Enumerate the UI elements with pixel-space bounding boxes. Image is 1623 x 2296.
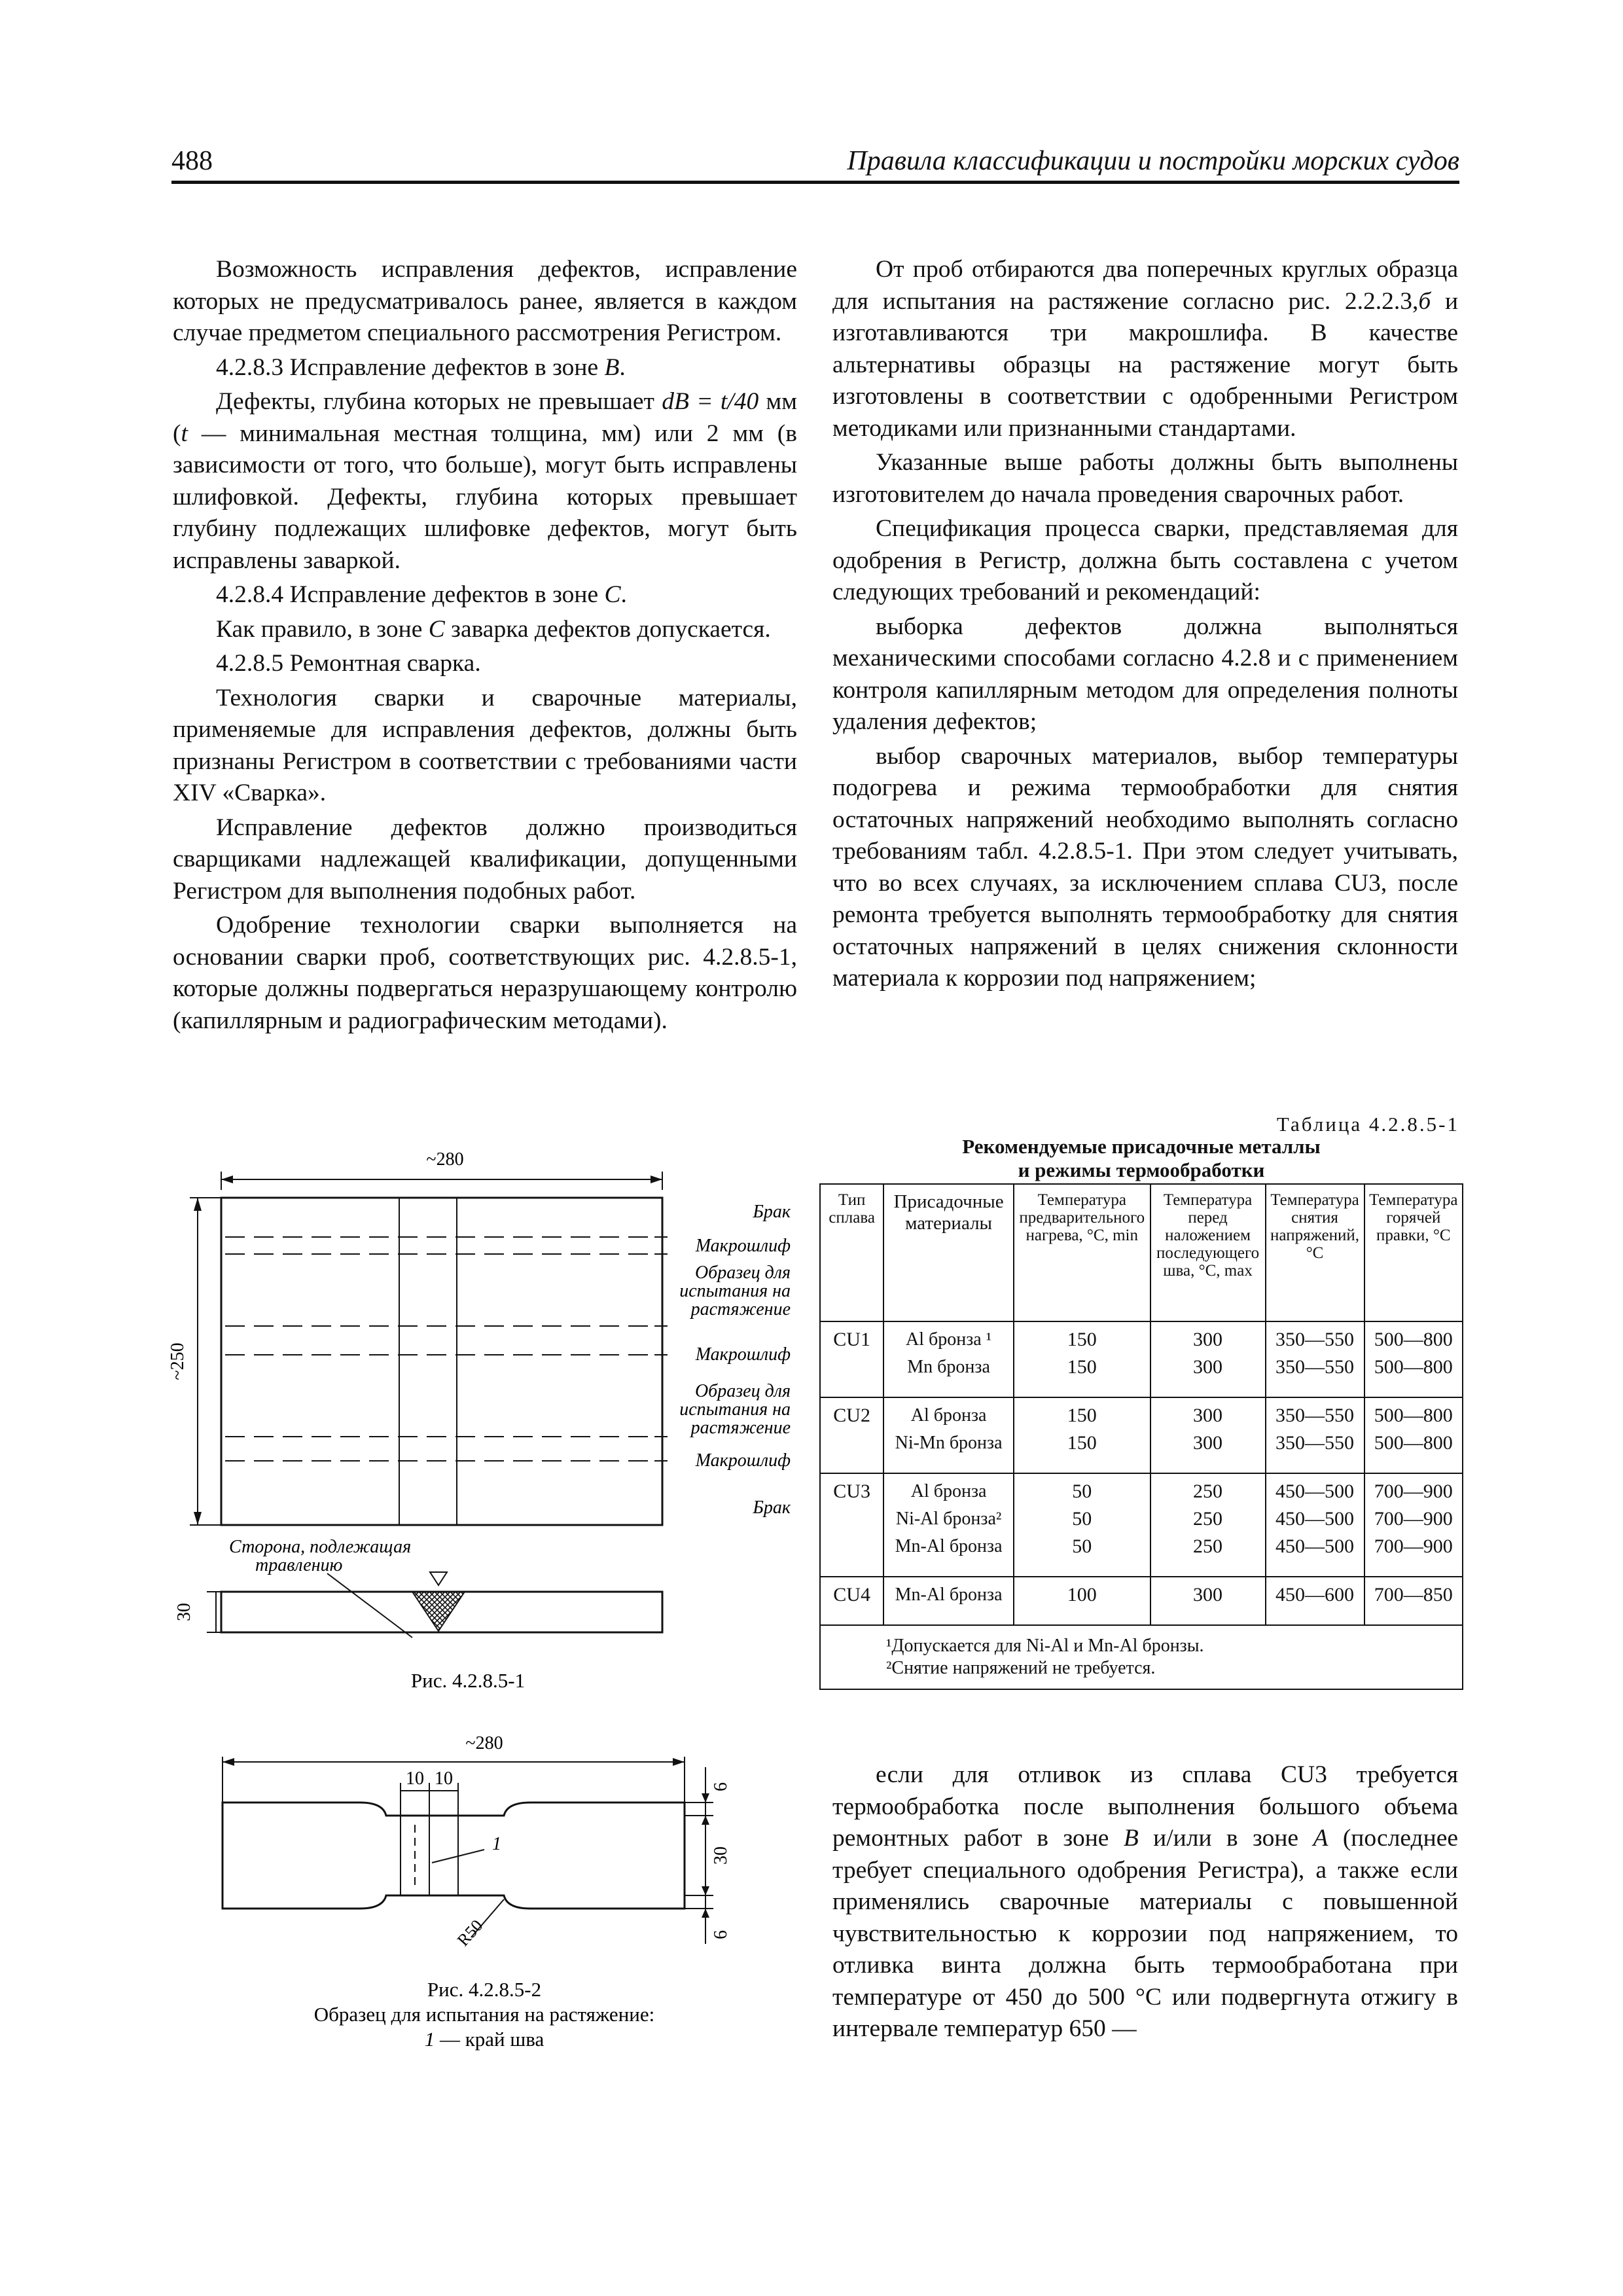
- table-cell: 150: [1014, 1429, 1150, 1457]
- spacer-cell: [1150, 1381, 1266, 1397]
- table-row: [820, 1505, 1463, 1533]
- spacer-cell: [1150, 1457, 1266, 1473]
- table-row: [820, 1577, 1463, 1609]
- col-header: Тип сплава: [820, 1184, 883, 1321]
- filler-material: Al бронза: [883, 1397, 1014, 1429]
- table-cell: 300: [1150, 1354, 1266, 1381]
- table-cell: 700—900: [1364, 1505, 1463, 1533]
- label-specimen: Образец для: [694, 1263, 791, 1283]
- filler-material: Mn-Al бронза: [883, 1577, 1014, 1609]
- paragraph: Возможность исправления дефектов, исправление которых не предусматривалось ранее, является в каждом случае предметом специального рассмотрения Регистром.: [173, 256, 797, 346]
- figure-caption: Рис. 4.2.8.5-1: [410, 1669, 526, 1692]
- figure-caption-line3: 1 — край шва: [424, 2028, 544, 2051]
- paragraph: Исправление дефектов должно производиться сварщиками надлежащей квалификации, допущенными Регистром для выполнения подобных работ.: [173, 814, 797, 905]
- filler-material: Al бронза: [883, 1473, 1014, 1505]
- table-cell: 250: [1150, 1473, 1266, 1505]
- table-cell: 350—550: [1266, 1429, 1364, 1457]
- table-cell: 350—550: [1266, 1354, 1364, 1381]
- spacer-cell: [1266, 1457, 1364, 1473]
- etch-label-2: травлению: [255, 1555, 343, 1575]
- spacer-cell: [883, 1457, 1014, 1473]
- table-cell: 700—850: [1364, 1577, 1463, 1609]
- table-cell: 300: [1150, 1397, 1266, 1429]
- figure-caption: Рис. 4.2.8.5-2: [427, 1978, 542, 2001]
- table-row: [820, 1473, 1463, 1505]
- dim-width: ~280: [426, 1149, 464, 1170]
- table-cell: 250: [1150, 1505, 1266, 1533]
- table-cell: 700—900: [1364, 1473, 1463, 1505]
- left-column: [173, 254, 797, 1039]
- dim-6: 6: [711, 1930, 731, 1939]
- etch-label: Сторона, подлежащая: [229, 1537, 412, 1557]
- table-cell: 500—800: [1364, 1397, 1463, 1429]
- paragraph: Одобрение технологии сварки выполняется на основании сварки проб, соответствующих рис. 4.2.8.5-1, которые должны подвергаться неразрушающему контролю (капиллярным и радиографическим методами).: [173, 912, 797, 1034]
- spacer-cell: [1364, 1560, 1463, 1577]
- table-title: Рекомендуемые присадочные металлы и режимы термообработки: [962, 1135, 1321, 1181]
- table-cell: 150: [1014, 1354, 1150, 1381]
- table-notes: ¹Допускается для Ni-Al и Mn-Al бронзы. ²Снятие напряжений не требуется.: [820, 1625, 1463, 1689]
- table-cell: 50: [1014, 1473, 1150, 1505]
- filler-metals-table: [819, 1183, 1463, 1690]
- table-row: [820, 1429, 1463, 1457]
- filler-material: Mn-Al бронза: [883, 1533, 1014, 1560]
- alloy-type: CU4: [820, 1577, 883, 1625]
- right-column-continued: [832, 1759, 1458, 2048]
- table-row: [820, 1354, 1463, 1381]
- spacer-cell: [1364, 1609, 1463, 1625]
- section-heading: 4.2.8.4 Исправление дефектов в зоне C.: [216, 581, 627, 608]
- radius-label: R50: [453, 1916, 487, 1950]
- spacer-cell: [883, 1381, 1014, 1397]
- spacer-cell: [1150, 1560, 1266, 1577]
- table-cell: 450—600: [1266, 1577, 1364, 1609]
- paragraph: Спецификация процесса сварки, представляемая для одобрения в Регистр, должна быть составлена с учетом следующих требований и рекомендаций:: [832, 515, 1458, 605]
- right-column: [832, 254, 1458, 997]
- paragraph: От проб отбираются два поперечных круглых образца для испытания на растяжение согласно рис. 2.2.2.3,б и изготавливаются три макрошлифа. В качестве альтернативы образцы на растяжение могут быть изготовлены в соответствии с одобренными Регистром методиками или признанными стандартами.: [832, 256, 1459, 442]
- paragraph: выбор сварочных материалов, выбор температуры подогрева и режима термообработки для снятия остаточных напряжений необходимо выполнять согласно требованиям табл. 4.2.8.5-1. При этом следует учитывать, что во всех случаях, за исключением сплава CU3, после ремонта требуется выполнять термообработку для снятия остаточных напряжений в целях снижения склонности материала к коррозии под напряжением;: [832, 742, 1458, 992]
- alloy-type: CU2: [820, 1397, 883, 1473]
- table-spacer: [820, 1381, 1463, 1397]
- paragraph: если для отливок из сплава CU3 требуется термообработка после выполнения большого объема ремонтных работ в зоне B и/или в зоне A (последнее требует специального одобрения Регистра), а также если применялись сварочные материалы с повышенной чувствительностью к коррозии под напряжением, то отливка винта должна быть термообработана при температуре от 450 до 500 °С или подвергнута отжигу в интервале температур 650 —: [832, 1761, 1458, 2042]
- label-specimen-2: испытания на: [679, 1281, 791, 1301]
- label-scrap: Брак: [753, 1498, 791, 1518]
- table-cell: 450—500: [1266, 1533, 1364, 1560]
- col-header: Температура перед наложением последующего шва, °С, max: [1150, 1184, 1266, 1321]
- header-rule: [171, 181, 1459, 184]
- table-label: Таблица 4.2.8.5-1: [1276, 1113, 1459, 1136]
- table-spacer: [820, 1609, 1463, 1625]
- spacer-cell: [1014, 1457, 1150, 1473]
- table-row: [820, 1533, 1463, 1560]
- label-macro: Макрошлиф: [695, 1344, 791, 1365]
- spacer-cell: [1014, 1609, 1150, 1625]
- table-cell: 50: [1014, 1505, 1150, 1533]
- table-cell: 350—550: [1266, 1397, 1364, 1429]
- table-cell: 150: [1014, 1321, 1150, 1354]
- dim-thickness: 30: [174, 1603, 194, 1621]
- table-cell: 500—800: [1364, 1354, 1463, 1381]
- spacer-cell: [883, 1560, 1014, 1577]
- label-specimen: Образец для: [694, 1381, 791, 1401]
- pointer-label: 1: [492, 1834, 501, 1854]
- figure-4-2-8-5-2: [196, 1728, 772, 2068]
- table-cell: 300: [1150, 1321, 1266, 1354]
- col-header: Присадочные материалы: [883, 1184, 1014, 1321]
- spacer-cell: [1150, 1609, 1266, 1625]
- col-header: Температура предварительного нагрева, °С, min: [1014, 1184, 1150, 1321]
- alloy-type: CU3: [820, 1473, 883, 1577]
- label-macro: Макрошлиф: [695, 1236, 791, 1256]
- col-header: Температура горячей правки, °С: [1364, 1184, 1463, 1321]
- table-cell: 500—800: [1364, 1429, 1463, 1457]
- dim-30: 30: [711, 1846, 731, 1865]
- label-specimen-3: растяжение: [690, 1418, 791, 1438]
- paragraph: выборка дефектов должна выполняться механическими способами согласно 4.2.8 и с применением контроля капиллярным методом для определения полноты удаления дефектов;: [832, 613, 1458, 735]
- table-cell: 450—500: [1266, 1505, 1364, 1533]
- table-spacer: [820, 1560, 1463, 1577]
- alloy-type: CU1: [820, 1321, 883, 1397]
- spacer-cell: [1266, 1381, 1364, 1397]
- paragraph: Указанные выше работы должны быть выполнены изготовителем до начала проведения сварочных работ.: [832, 449, 1458, 508]
- table-cell: 250: [1150, 1533, 1266, 1560]
- label-specimen-2: испытания на: [679, 1399, 791, 1420]
- page-number: 488: [171, 146, 213, 176]
- table-cell: 500—800: [1364, 1321, 1463, 1354]
- paragraph: Дефекты, глубина которых не превышает dB = t/40 мм (t — минимальная местная толщина, мм) или 2 мм (в зависимости от того, что больше), могут быть исправлены шлифовкой. Дефекты, глубина которых превышает глубину подлежащих шлифовке дефектов, могут быть исправлены заваркой.: [173, 388, 797, 574]
- spacer-cell: [1364, 1457, 1463, 1473]
- dim-10: 10: [406, 1768, 424, 1789]
- table-cell: 150: [1014, 1397, 1150, 1429]
- filler-material: Ni-Mn бронза: [883, 1429, 1014, 1457]
- spacer-cell: [1266, 1609, 1364, 1625]
- table-cell: 700—900: [1364, 1533, 1463, 1560]
- col-header: Температура снятия напряжений, °С: [1266, 1184, 1364, 1321]
- paragraph: Технология сварки и сварочные материалы, применяемые для исправления дефектов, должны быть признаны Регистром в соответствии с требованиями части XIV «Сварка».: [173, 684, 797, 806]
- filler-material: Mn бронза: [883, 1354, 1014, 1381]
- table-cell: 350—550: [1266, 1321, 1364, 1354]
- label-specimen-3: растяжение: [690, 1299, 791, 1319]
- table-cell: 100: [1014, 1577, 1150, 1609]
- spacer-cell: [1364, 1381, 1463, 1397]
- dim-width: ~280: [465, 1733, 503, 1753]
- spacer-cell: [883, 1609, 1014, 1625]
- figure-caption-line2: Образец для испытания на растяжение:: [313, 2003, 655, 2026]
- table-row: [820, 1397, 1463, 1429]
- table-cell: 50: [1014, 1533, 1150, 1560]
- label-scrap: Брак: [753, 1202, 791, 1222]
- section-heading: 4.2.8.3 Исправление дефектов в зоне B.: [216, 353, 626, 381]
- label-macro: Макрошлиф: [695, 1450, 791, 1471]
- table-cell: 300: [1150, 1577, 1266, 1609]
- filler-material: Ni-Al бронза²: [883, 1505, 1014, 1533]
- running-title: Правила классификации и постройки морских судов: [847, 146, 1459, 176]
- spacer-cell: [1014, 1560, 1150, 1577]
- table-row: [820, 1321, 1463, 1354]
- spacer-cell: [1266, 1560, 1364, 1577]
- spacer-cell: [1014, 1381, 1150, 1397]
- dim-6: 6: [711, 1782, 731, 1791]
- table-cell: 450—500: [1266, 1473, 1364, 1505]
- figure-4-2-8-5-1: [170, 1139, 818, 1702]
- table-spacer: [820, 1457, 1463, 1473]
- filler-material: Al бронза ¹: [883, 1321, 1014, 1354]
- dim-height: ~250: [168, 1342, 188, 1380]
- dim-10: 10: [435, 1768, 453, 1789]
- paragraph: Как правило, в зоне C заварка дефектов допускается.: [216, 615, 771, 643]
- table-cell: 300: [1150, 1429, 1266, 1457]
- section-heading: 4.2.8.5 Ремонтная сварка.: [216, 650, 481, 677]
